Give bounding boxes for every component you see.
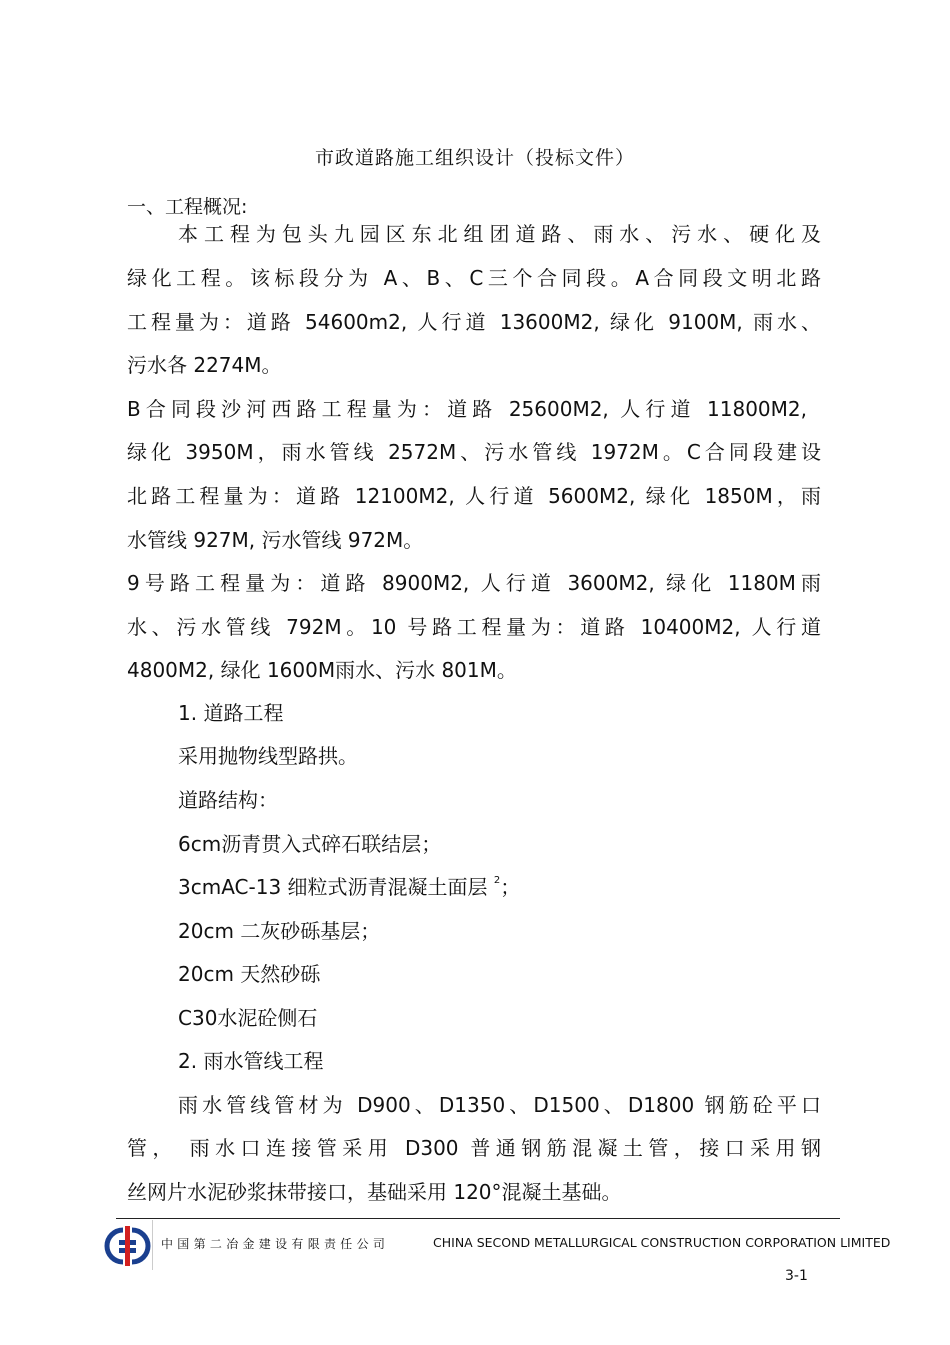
list-item: 6cm沥青贯入式碎石联结层； xyxy=(178,832,442,856)
paragraph-line: 绿化 3950M，雨水管线 2572M、污水管线 1972M。C合同段建设 xyxy=(127,440,821,464)
subheading-rainwater: 2. 雨水管线工程 xyxy=(178,1049,324,1073)
list-item: 20cm 天然砂砾 xyxy=(178,962,321,986)
section-heading: 一、工程概况: xyxy=(127,196,248,218)
paragraph-line: 雨水管线管材为 D900、D1350、D1500、D1800 钢筋砼平口 xyxy=(178,1093,821,1117)
list-item: 20cm 二灰砂砾基层； xyxy=(178,919,381,943)
paragraph-line: 水管线 927M, 污水管线 972M。 xyxy=(127,528,424,552)
company-logo-icon xyxy=(103,1220,153,1270)
paragraph-line: 9号路工程量为：道路 8900M2, 人行道 3600M2, 绿化 1180M雨 xyxy=(127,571,821,595)
paragraph-line: 本工程为包头九园区东北组团道路、雨水、污水、硬化及 xyxy=(178,222,821,246)
page-number: 3-1 xyxy=(785,1268,808,1284)
list-item: 3cmAC-13 细粒式沥青混凝土面层 $^2$； xyxy=(178,875,521,899)
paragraph-line: 4800M2, 绿化 1600M雨水、污水 801M。 xyxy=(127,658,517,682)
paragraph-line: B合同段沙河西路工程量为：道路 25600M2, 人行道 11800M2, xyxy=(127,397,807,421)
footer-divider xyxy=(116,1218,840,1219)
superscript: 2 xyxy=(493,875,501,886)
paragraph-line: 工程量为：道路 54600m2, 人行道 13600M2, 绿化 9100M, 雨水、 xyxy=(127,310,821,334)
paragraph-line: 水、污水管线 792M。10 号路工程量为：道路 10400M2, 人行道 xyxy=(127,615,821,639)
subheading-road: 1. 道路工程 xyxy=(178,701,284,725)
document-title: 市政道路施工组织设计（投标文件） xyxy=(314,147,635,169)
paragraph-line: 管， 雨水口连接管采用 D300 普通钢筋混凝土管，接口采用钢 xyxy=(127,1136,821,1160)
list-item: 采用抛物线型路拱。 xyxy=(178,744,358,768)
paragraph-line: 丝网片水泥砂浆抹带接口，基础采用 120°混凝土基础。 xyxy=(127,1180,622,1204)
paragraph-line: 污水各 2274M。 xyxy=(127,353,282,377)
footer-company-cn: 中国第二冶金建设有限责任公司 xyxy=(161,1237,390,1251)
list-item: C30水泥砼侧石 xyxy=(178,1006,318,1030)
list-item: 道路结构： xyxy=(178,788,278,812)
paragraph-line: 北路工程量为：道路 12100M2, 人行道 5600M2, 绿化 1850M，雨 xyxy=(127,484,821,508)
footer-company-en: CHINA SECOND METALLURGICAL CONSTRUCTION CORPORATION LIMITED xyxy=(433,1235,891,1250)
paragraph-line: 绿化工程。该标段分为 A、B、C三个合同段。A合同段文明北路 xyxy=(127,266,821,290)
